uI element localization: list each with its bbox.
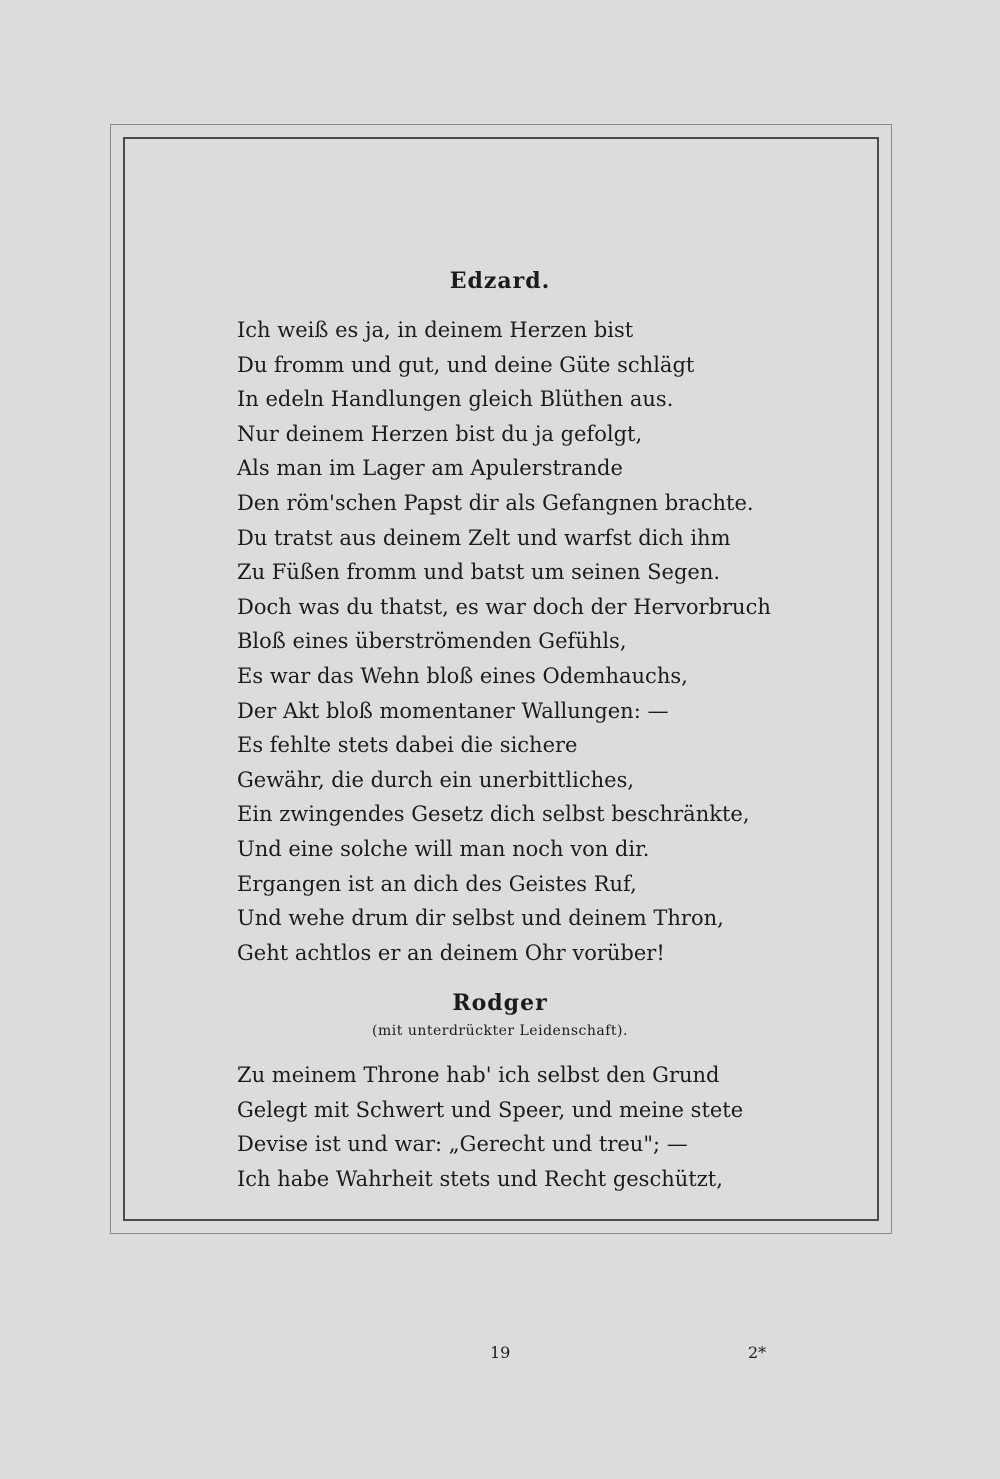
verse-line: Ich weiß es ja, in deinem Herzen bist — [237, 318, 634, 342]
verse-block-rodger — [237, 1058, 837, 1196]
verse-line: Es fehlte stets dabei die sichere — [237, 733, 578, 758]
speaker-name-rodger: Rodger — [452, 990, 548, 1016]
verse-line: Es war das Wehn bloß eines Odemhauchs, — [237, 663, 688, 688]
verse-line: Und wehe drum dir selbst und deinem Thron, — [237, 906, 724, 931]
verse-line: Ein zwingendes Gesetz dich selbst beschränkte, — [237, 802, 750, 827]
verse-line: Gewähr, die durch ein unerbittliches, — [237, 767, 635, 792]
stage-direction: (mit unterdrückter Leidenschaft). — [372, 1023, 628, 1039]
verse-line: Du fromm und gut, und deine Güte schlägt — [237, 352, 695, 377]
verse-line: Bloß eines überströmenden Gefühls, — [237, 629, 627, 654]
verse-block-edzard — [237, 313, 837, 970]
verse-line: Und eine solche will man noch von dir. — [237, 836, 650, 861]
verse-line: Der Akt bloß momentaner Wallungen: — — [237, 698, 669, 723]
speaker-name-edzard: Edzard. — [449, 268, 551, 294]
verse-line: Zu meinem Throne hab' ich selbst den Grund — [237, 1063, 720, 1087]
verse-line: Zu Füßen fromm und batst um seinen Segen. — [237, 560, 721, 585]
verse-line: Nur deinem Herzen bist du ja gefolgt, — [237, 421, 643, 446]
verse-line: Als man im Lager am Apulerstrande — [237, 456, 623, 481]
verse-line: Du tratst aus deinem Zelt und warfst dich ihm — [237, 525, 731, 550]
verse-line: In edeln Handlungen gleich Blüthen aus. — [237, 387, 674, 412]
verse-line: Geht achtlos er an deinem Ohr vorüber! — [237, 940, 665, 965]
verse-line: Ich habe Wahrheit stets und Recht geschützt, — [237, 1166, 723, 1191]
verse-line: Gelegt mit Schwert und Speer, und meine stete — [237, 1097, 744, 1122]
signature-mark: 2* — [748, 1343, 767, 1362]
verse-line: Den röm'schen Papst dir als Gefangnen brachte. — [237, 490, 754, 515]
verse-line: Ergangen ist an dich des Geistes Ruf, — [237, 871, 637, 896]
verse-line: Doch was du thatst, es war doch der Hervorbruch — [237, 594, 771, 619]
page-number: 19 — [490, 1343, 511, 1362]
verse-line: Devise ist und war: „Gerecht und treu"; — — [237, 1132, 688, 1157]
